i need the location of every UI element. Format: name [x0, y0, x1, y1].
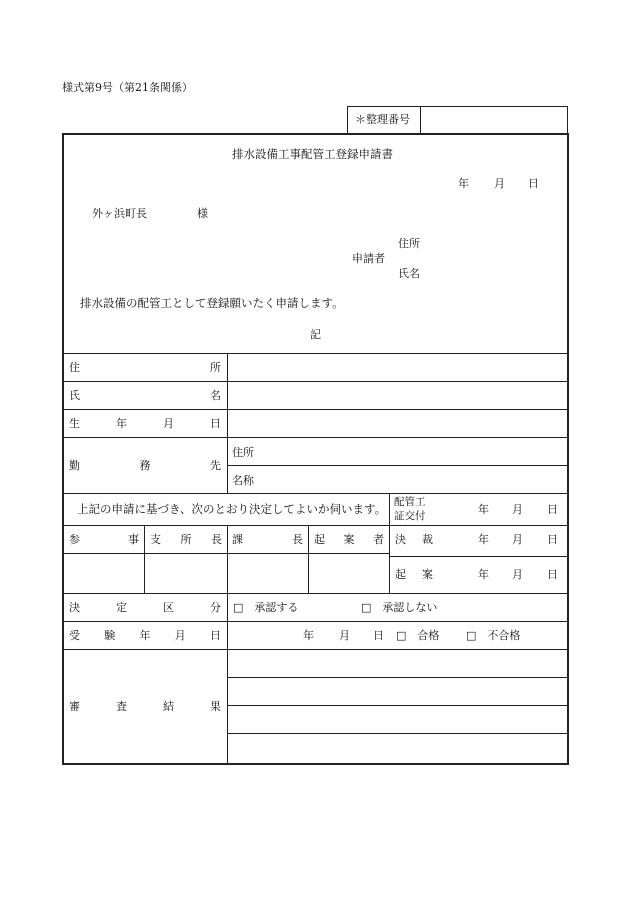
- fail-checkbox[interactable]: □ 不合格: [466, 629, 521, 642]
- form-title: 排水設備工事配管工登録申請書: [232, 147, 393, 161]
- workplace-address-field[interactable]: [260, 441, 564, 463]
- seal-box-kian-sha[interactable]: [311, 556, 386, 590]
- role-kacho: 課 長: [232, 533, 303, 546]
- address-field[interactable]: [230, 356, 564, 378]
- cert-issue-month: 月: [512, 503, 523, 516]
- applicant-label: 申請者: [352, 252, 385, 265]
- row-label-name: 氏 名: [69, 389, 221, 402]
- ref-number-field[interactable]: [424, 108, 564, 130]
- date-month: 月: [494, 177, 505, 190]
- role-kian-sha: 起 案 者: [314, 533, 384, 546]
- kian-year: 年: [478, 568, 489, 581]
- seal-box-kacho[interactable]: [230, 556, 305, 590]
- ref-number-label: ＊整理番号: [355, 113, 410, 126]
- row-label-birthdate: 生 年 月 日: [69, 417, 221, 430]
- workplace-address-label: 住所: [232, 446, 254, 459]
- row-label-exam-date: 受 験 年 月 日: [69, 629, 221, 642]
- applicant-address-label: 住所: [398, 237, 420, 250]
- kessai-day: 日: [547, 533, 558, 546]
- review-line-1[interactable]: [230, 652, 564, 674]
- addressee: 外ヶ浜町長: [92, 207, 147, 220]
- seal-box-shishocho[interactable]: [147, 556, 224, 590]
- review-line-2[interactable]: [230, 680, 564, 702]
- row-label-review: 審 査 結 果: [69, 700, 221, 713]
- birthdate-field[interactable]: [230, 412, 564, 434]
- reject-checkbox[interactable]: □ 承認しない: [361, 601, 438, 614]
- cert-issue-line1: 配管工: [394, 496, 426, 508]
- row-label-workplace: 勤 務 先: [69, 459, 221, 472]
- date-year: 年: [458, 177, 469, 190]
- workplace-name-field[interactable]: [260, 469, 564, 491]
- addressee-honorific: 様: [197, 207, 208, 220]
- date-day: 日: [528, 177, 539, 190]
- form-number: 様式第9号（第21条関係）: [62, 81, 193, 94]
- role-kian: 起 案: [395, 568, 433, 581]
- role-shishocho: 支 所 長: [150, 533, 222, 546]
- review-line-4[interactable]: [230, 736, 564, 760]
- kian-month: 月: [512, 568, 523, 581]
- ki-mark: 記: [310, 328, 321, 341]
- application-statement: 排水設備の配管工として登録願いたく申請します。: [80, 296, 344, 310]
- approval-text: 上記の申請に基づき、次のとおり決定してよいか伺います。: [77, 502, 387, 516]
- cert-issue-day: 日: [547, 503, 558, 516]
- name-field[interactable]: [230, 384, 564, 406]
- exam-month: 月: [339, 629, 350, 642]
- role-sanji: 参 事: [69, 533, 139, 546]
- seal-box-sanji[interactable]: [66, 556, 141, 590]
- pass-checkbox[interactable]: □ 合格: [396, 629, 440, 642]
- role-kessai: 決 裁: [395, 533, 433, 546]
- cert-issue-line2: 証交付: [394, 510, 426, 522]
- exam-year: 年: [303, 629, 314, 642]
- cert-issue-year: 年: [478, 503, 489, 516]
- kessai-year: 年: [478, 533, 489, 546]
- row-label-decision: 決 定 区 分: [69, 601, 221, 614]
- kessai-month: 月: [512, 533, 523, 546]
- applicant-name-label: 氏名: [398, 267, 420, 280]
- row-label-address: 住 所: [69, 361, 221, 374]
- kian-day: 日: [547, 568, 558, 581]
- review-line-3[interactable]: [230, 708, 564, 730]
- workplace-name-label: 名称: [232, 474, 254, 487]
- exam-day: 日: [373, 629, 384, 642]
- approve-checkbox[interactable]: □ 承認する: [233, 601, 299, 614]
